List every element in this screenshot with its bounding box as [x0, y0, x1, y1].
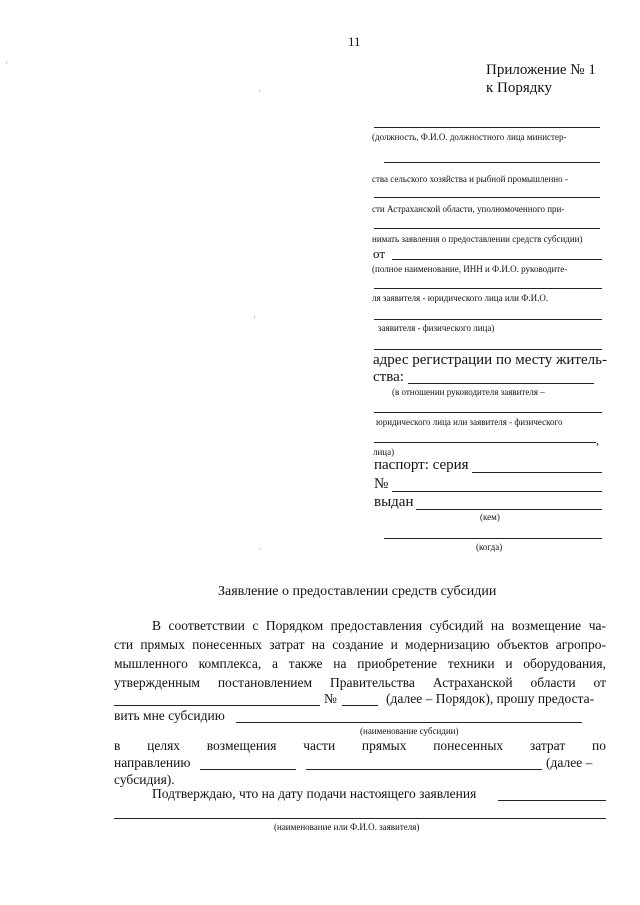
appendix-title: Приложение № 1: [486, 62, 596, 78]
passport-number-label: №: [374, 476, 389, 492]
issued-by-hint: (кем): [480, 512, 500, 522]
official-hint-line-3: сти Астраханской области, уполномоченного при-: [372, 204, 565, 214]
give-subsidy-text: вить мне субсидию: [114, 708, 225, 723]
official-position-field-3[interactable]: [374, 197, 600, 198]
decree-tail: (далее – Порядок), прошу предоста-: [386, 691, 595, 706]
issued-when-field[interactable]: [384, 538, 602, 539]
issued-by-field[interactable]: [416, 509, 602, 510]
confirm-text: Подтверждаю, что на дату подачи настоящего заявления: [152, 786, 477, 801]
address-hint-line-2: юридического лица или заявителя - физического: [376, 417, 563, 427]
official-position-field[interactable]: [374, 127, 600, 128]
subsidy-end-text: субсидия).: [114, 772, 175, 787]
paragraph-line-2: сти прямых понесенных затрат на создание и модернизацию объектов агропро-: [114, 637, 606, 652]
issued-label: выдан: [374, 494, 414, 510]
purpose-word: понесенных: [433, 738, 504, 753]
address-field-3[interactable]: [374, 442, 596, 443]
official-hint-line-2: ства сельского хозяйства и рыбной промышленно -: [372, 174, 568, 184]
purpose-word: целях: [147, 738, 181, 753]
page-number: 11: [348, 34, 361, 49]
applicant-name-field-3[interactable]: [374, 319, 602, 320]
direction-field-1[interactable]: [200, 769, 296, 770]
scan-speck: ·: [253, 312, 256, 322]
official-position-field-2[interactable]: [384, 162, 600, 163]
statement-title: Заявление о предоставлении средств субсидии: [218, 584, 497, 599]
address-hint-line-1: (в отношении руководителя заявителя –: [392, 387, 545, 397]
from-label: от: [373, 246, 386, 261]
decree-number-field[interactable]: [342, 705, 378, 706]
scan-speck: ·: [258, 86, 261, 96]
address-label-line-1: адрес регистрации по месту житель-: [373, 352, 607, 368]
purpose-line: [114, 738, 606, 754]
purpose-word: прямых: [361, 738, 407, 753]
address-field-2[interactable]: [374, 412, 602, 413]
purpose-word: по: [591, 738, 606, 753]
paragraph-line-3: мышленного комплекса, а также на приобретение техники и оборудования,: [114, 656, 606, 671]
paragraph-line-1: В соответствии с Порядком предоставления субсидий на возмещение ча-: [152, 618, 606, 633]
applicant-hint-line-2: ля заявителя - юридического лица или Ф.И.О.: [372, 293, 549, 303]
applicant-name-field[interactable]: [392, 259, 602, 260]
address-label-line-2: ства:: [373, 369, 404, 385]
hereinafter-text: (далее –: [546, 755, 593, 770]
issued-when-hint: (когда): [476, 542, 503, 552]
scan-speck: ': [6, 60, 8, 70]
official-hint-line-4: нимать заявления о предоставлении средств субсидии): [372, 234, 583, 244]
applicant-hint-line-3: заявителя - физического лица): [378, 323, 495, 333]
purpose-word: части: [303, 738, 336, 753]
decree-date-field[interactable]: [114, 705, 320, 706]
passport-number-field[interactable]: [392, 491, 602, 492]
passport-series-field[interactable]: [472, 472, 602, 473]
address-field[interactable]: [408, 383, 594, 384]
applicant-name-hint: (наименование или Ф.И.О. заявителя): [274, 822, 420, 832]
purpose-word: затрат: [529, 738, 566, 753]
subsidy-name-hint: (наименование субсидии): [360, 726, 459, 736]
scan-speck: ·: [258, 544, 261, 554]
appendix-subtitle: к Порядку: [486, 80, 552, 96]
official-position-field-4[interactable]: [374, 228, 600, 229]
confirm-field[interactable]: [498, 800, 606, 801]
paragraph-line-4: утвержденным постановлением Правительства Астраханской области от: [114, 675, 606, 690]
purpose-word: возмещения: [206, 738, 277, 753]
address-top-field[interactable]: [374, 349, 602, 350]
official-hint-line-1: (должность, Ф.И.О. должностного лица министер-: [372, 132, 567, 142]
direction-label: направлению: [114, 755, 191, 770]
passport-series-label: паспорт: серия: [374, 457, 469, 473]
direction-field-2[interactable]: [306, 769, 542, 770]
applicant-name-signature-field[interactable]: [114, 818, 606, 819]
decree-number-sign: №: [324, 691, 337, 706]
purpose-word: в: [114, 738, 121, 753]
applicant-name-field-2[interactable]: [374, 288, 602, 289]
applicant-hint-line-1: (полное наименование, ИНН и Ф.И.О. руководите-: [372, 264, 568, 274]
address-hint-line-3: лица): [373, 447, 395, 457]
subsidy-name-field[interactable]: [236, 722, 582, 723]
address-comma: ,: [596, 433, 599, 447]
